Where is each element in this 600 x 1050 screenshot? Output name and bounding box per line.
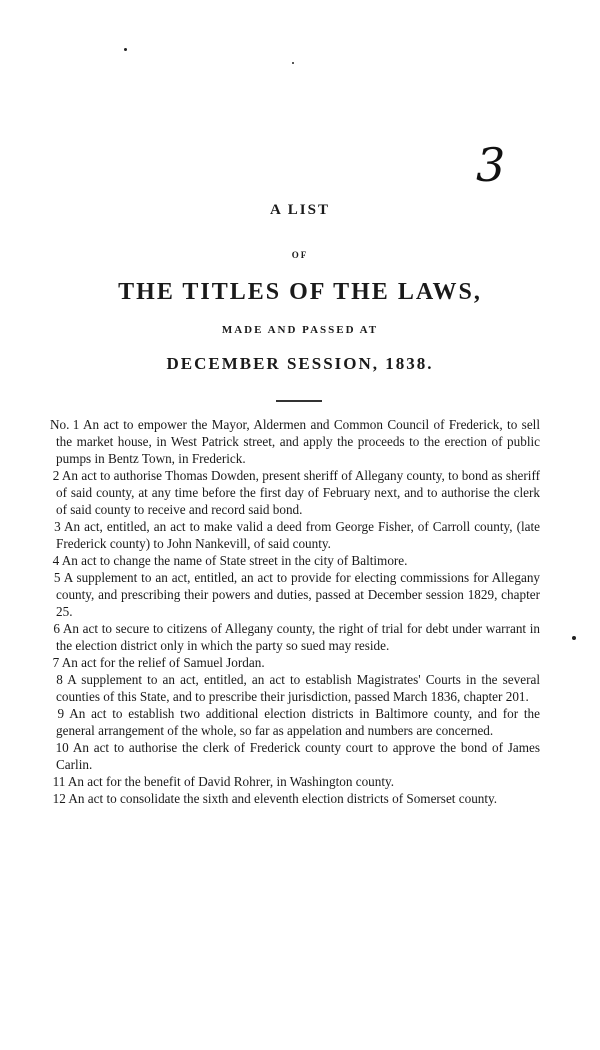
- law-item: [56, 739, 540, 773]
- law-text: An act to change the name of State street in the city of Baltimore.: [61, 553, 408, 568]
- law-text: An act to authorise the clerk of Frederick county court to approve the bond of James Carlin.: [56, 740, 541, 772]
- ink-speck: [292, 62, 294, 64]
- law-text: A supplement to an act, entitled, an act to establish Magistrates' Courts in the several counties of this State, and to prescribe their jurisdiction, passed March 1836, chapter 201.: [56, 672, 541, 704]
- law-item: [52, 654, 540, 671]
- law-item: [52, 467, 541, 518]
- law-item: [53, 620, 541, 654]
- law-text: An act to consolidate the sixth and eleventh election districts of Somerset county.: [68, 791, 498, 806]
- heading-main-title: THE TITLES OF THE LAWS,: [118, 279, 482, 305]
- heading-made-and-passed: MADE AND PASSED AT: [221, 324, 379, 336]
- law-number: 6: [53, 621, 60, 636]
- law-text: An act to empower the Mayor, Aldermen and Common Council of Frederick, to sell the market house, in West Patrick street, and apply the proceeds to the erection of public pumps in Bentz Town, in Frederick.: [56, 417, 540, 466]
- law-item: [56, 671, 540, 705]
- law-item: [52, 552, 540, 569]
- law-item: [56, 518, 540, 552]
- law-item: [56, 705, 540, 739]
- heading-a-list: A LIST: [270, 202, 330, 218]
- law-number: 2: [52, 468, 60, 483]
- law-text: An act to authorise Thomas Dowden, present sheriff of Allegany county, to bond as sheriff of said county, at any time before the first day of February next, and to authorise the clerk of said county to receive and record said bond.: [56, 468, 541, 517]
- law-number: 11: [52, 774, 66, 789]
- law-text: An act, entitled, an act to make valid a deed from George Fisher, of Carroll county, (late Frederick county) to John Nankevill, of said county.: [56, 519, 540, 551]
- ink-speck: [572, 636, 576, 640]
- divider-rule: [276, 400, 322, 402]
- law-item: [53, 569, 541, 620]
- law-text: An act for the relief of Samuel Jordan.: [61, 655, 265, 670]
- law-text: An act to secure to citizens of Allegany county, the right of trial for debt under warrant in the election district only in which the party so sued may reside.: [56, 621, 541, 653]
- law-number: No. 1: [50, 417, 80, 432]
- law-number: 5: [53, 570, 61, 585]
- law-item: [52, 790, 540, 807]
- ink-speck: [124, 48, 127, 51]
- law-number: 9: [57, 706, 65, 721]
- law-text: A supplement to an act, entitled, an act to provide for electing commissions for Allegany county, and prescribing their powers and duties, passed at December session 1829, chapter 25.: [56, 570, 541, 619]
- law-item: [50, 416, 540, 467]
- heading-session: DECEMBER SESSION, 1838.: [166, 354, 434, 373]
- law-number: 8: [56, 672, 63, 687]
- law-text: An act for the benefit of David Rohrer, in Washington county.: [67, 774, 395, 789]
- law-number: 10: [55, 740, 69, 755]
- law-number: 12: [52, 791, 66, 806]
- law-list: [50, 416, 541, 807]
- law-item: [52, 773, 540, 790]
- heading-of: OF: [291, 250, 309, 260]
- law-number: 4: [52, 553, 60, 568]
- law-number: 3: [54, 519, 61, 534]
- page-mark: 3: [476, 138, 506, 192]
- law-number: 7: [52, 655, 60, 670]
- law-text: An act to establish two additional election districts in Baltimore county, and for the general arrangement of the whole, so far as appelation and numbers are concerned.: [56, 706, 540, 738]
